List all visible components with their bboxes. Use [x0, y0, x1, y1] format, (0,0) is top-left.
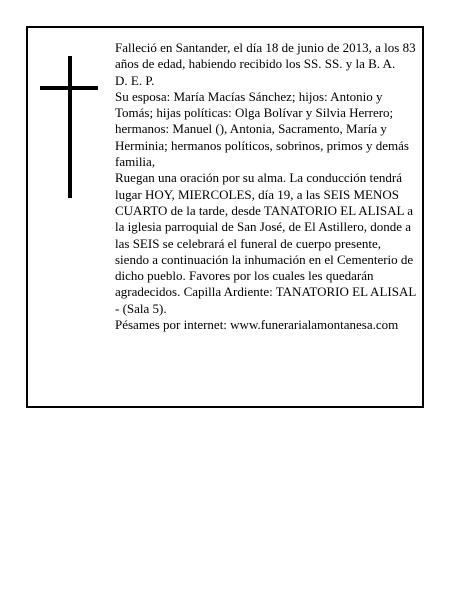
- cross-horizontal-bar: [40, 86, 98, 90]
- rip-line: D. E. P.: [115, 72, 155, 88]
- cross-vertical-bar: [68, 56, 72, 198]
- condolences-line: Pésames por internet: www.funerarialamontanesa.com: [115, 317, 399, 333]
- family-list: Su esposa: María Macías Sánchez; hijos: Antonio y Tomás; hijas políticas: Olga Bolívar y Silvia Herrero; hermanos: Manuel (), Antonia, Sacramento, María y Herminia; hermanos políticos, sobrinos, primos y demás familia,: [115, 88, 409, 170]
- funeral-details: Ruegan una oración por su alma. La conducción tendrá lugar HOY, MIERCOLES, día 19, a las SEIS MENOS CUARTO de la tarde, desde TANATORIO EL ALISAL a la iglesia parroquial de San José, de El Astillero, donde a las SEIS se celebrará el funeral de cuerpo presente, siendo a continuación la inhumación en el Cementerio de dicho pueblo. Favores por los cuales les quedarán agradecidos. Capilla Ardiente: TANATORIO EL ALISAL - (Sala 5).: [115, 170, 416, 316]
- obituary-text: [115, 40, 417, 333]
- obituary-notice: [26, 26, 424, 408]
- death-announcement: Falleció en Santander, el día 18 de junio de 2013, a los 83 años de edad, habiendo recibido los SS. SS. y la B. A.: [115, 40, 416, 72]
